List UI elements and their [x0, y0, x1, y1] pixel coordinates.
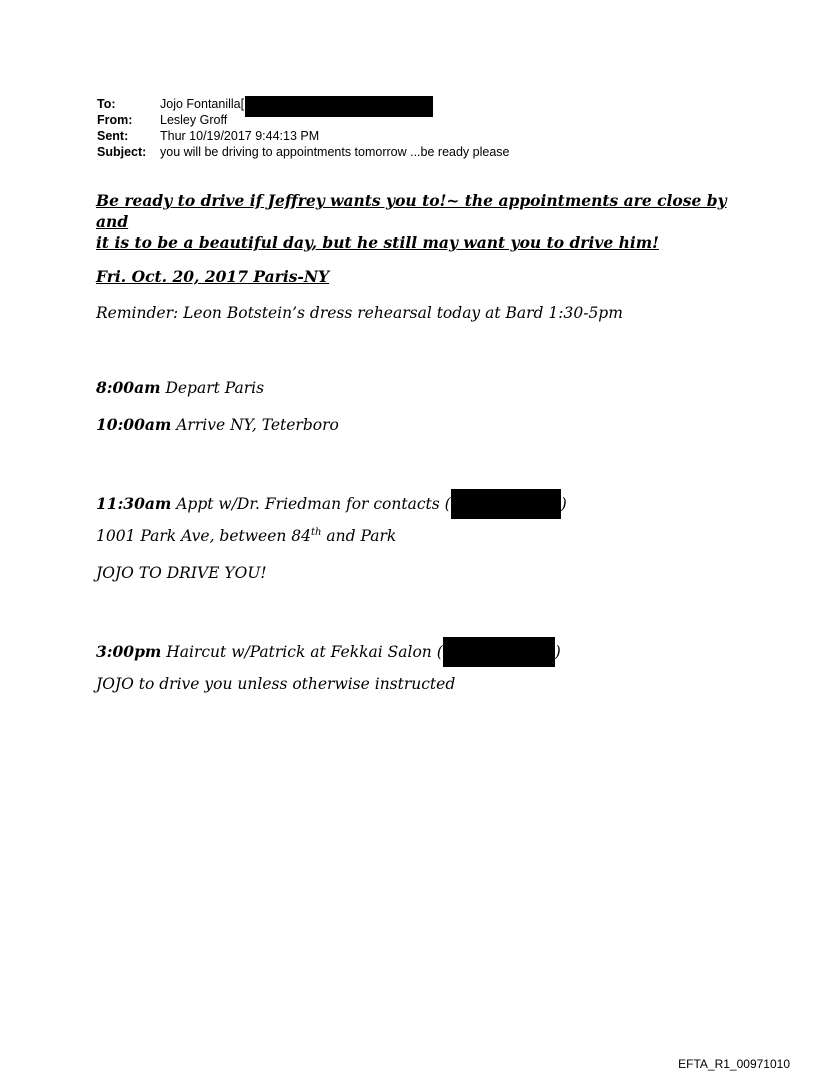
item-close: ) — [554, 643, 561, 661]
schedule-item — [96, 638, 561, 668]
address-pre: 1001 Park Ave, between 84 — [96, 527, 311, 546]
item-text: Haircut w/Patrick at Fekkai Salon ( — [161, 643, 443, 661]
item-time: 3:00pm — [96, 642, 162, 661]
subject-row — [97, 144, 510, 160]
item-text: Arrive NY, Teterboro — [171, 416, 339, 434]
item-text: Depart Paris — [160, 379, 265, 397]
subject-label: Subject: — [97, 145, 147, 159]
sent-value: Thur 10/19/2017 9:44:13 PM — [160, 129, 320, 143]
redaction-box — [451, 489, 561, 519]
schedule-item — [96, 378, 264, 397]
reminder-line: Reminder: Leon Botstein’s dress rehearsal today at Bard 1:30-5pm — [96, 304, 623, 322]
item-time: 10:00am — [96, 415, 172, 434]
schedule-item — [96, 415, 339, 434]
redaction-box — [245, 96, 433, 117]
item-time: 8:00am — [96, 378, 161, 397]
address-sup: th — [311, 527, 322, 538]
redaction-box — [443, 637, 555, 667]
to-label: To: — [97, 97, 116, 111]
address-line — [96, 527, 396, 545]
from-label: From: — [97, 113, 133, 127]
email-header — [97, 96, 510, 160]
sent-row — [97, 128, 510, 144]
item-close: ) — [560, 495, 567, 513]
to-row — [97, 96, 510, 112]
item-time: 11:30am — [96, 494, 172, 513]
notice-text — [96, 190, 736, 253]
sent-label: Sent: — [97, 129, 129, 143]
jojo-drive-line: JOJO TO DRIVE YOU! — [96, 564, 267, 582]
notice-line-1: Be ready to drive if Jeffrey wants you to!~ the appointments are close by and — [96, 191, 727, 231]
document-id: EFTA_R1_00971010 — [678, 1057, 790, 1071]
subject-value: you will be driving to appointments tomorrow ...be ready please — [160, 145, 510, 159]
notice-line-2: it is to be a beautiful day, but he still may want you to drive him! — [96, 233, 659, 252]
jojo-drive-line: JOJO to drive you unless otherwise instructed — [96, 675, 456, 693]
item-text: Appt w/Dr. Friedman for contacts ( — [171, 495, 451, 513]
to-name: Jojo Fontanilla[ — [160, 96, 245, 111]
schedule-item — [96, 490, 567, 520]
address-post: and Park — [321, 527, 397, 546]
from-value: Lesley Groff — [160, 113, 228, 127]
date-heading: Fri. Oct. 20, 2017 Paris-NY — [96, 267, 330, 286]
